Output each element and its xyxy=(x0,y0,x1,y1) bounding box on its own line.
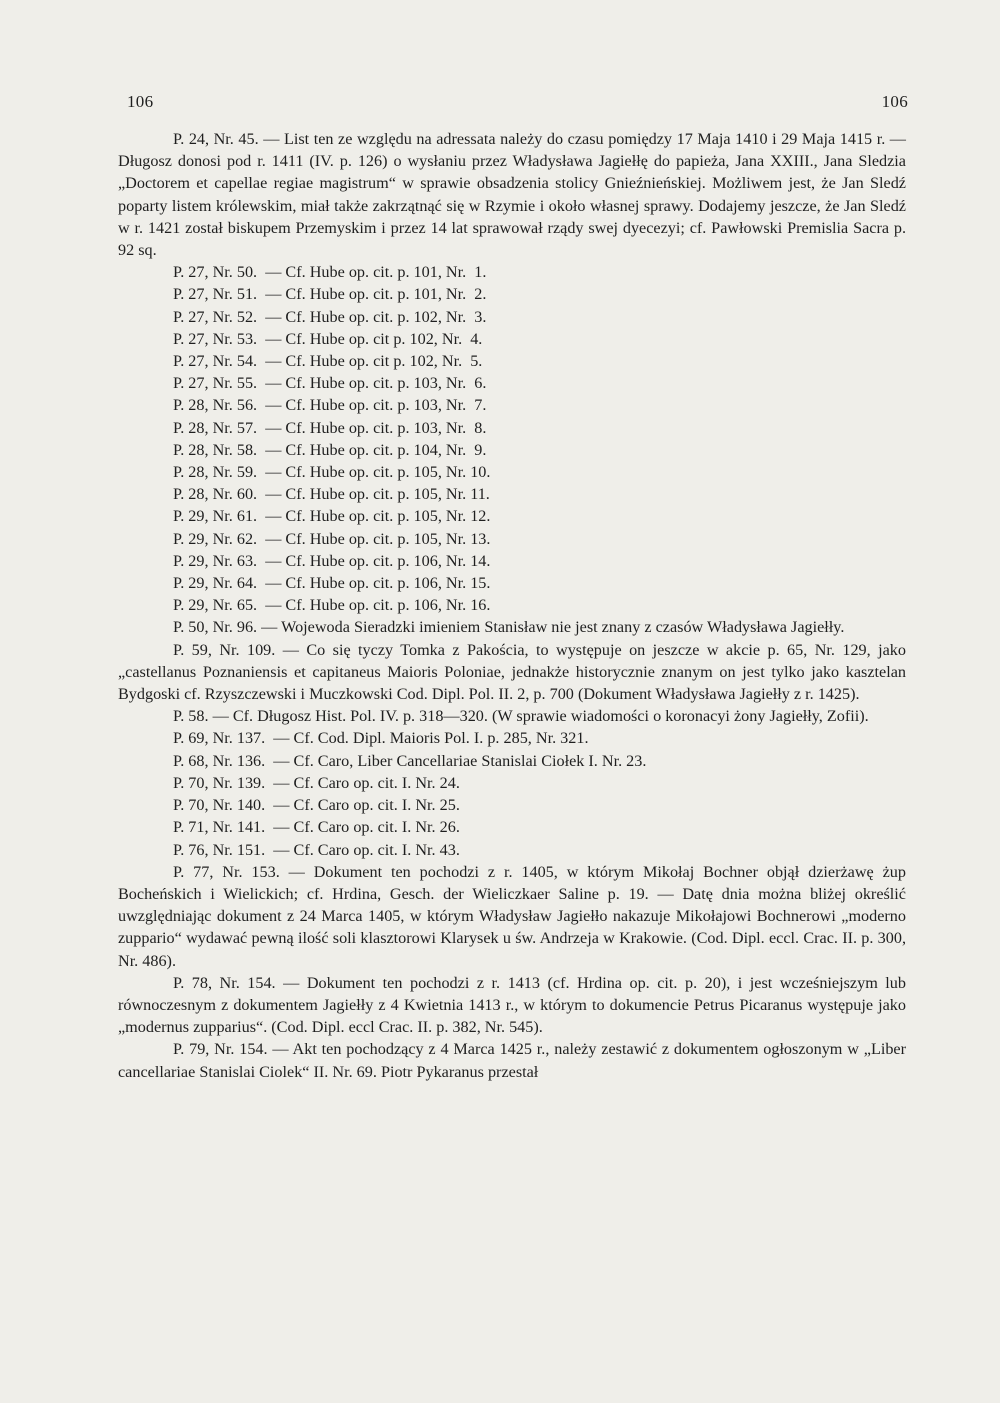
reference-entry: P. 68, Nr. 136. — Cf. Caro, Liber Cancellariae Stanislai Ciołek I. Nr. 23. xyxy=(173,751,647,770)
reference-entry: P. 70, Nr. 139. — Cf. Caro op. cit. I. Nr. 24. xyxy=(173,773,460,792)
paragraph: P. 79, Nr. 154. — Akt ten pochodzący z 4 Marca 1425 r., należy zestawić z dokumentem ogłoszonym w „Liber cancellariae Stanislai Ciolek“ II. Nr. 69. Piotr Pykaranus przestał xyxy=(118,1040,906,1081)
reference-entry: P. 71, Nr. 141. — Cf. Caro op. cit. I. Nr. 26. xyxy=(173,818,460,837)
paragraph: P. 24, Nr. 45. — List ten ze względu na adressata należy do czasu pomiędzy 17 Maja 1410 i 29 Maja 1415 r. — Długosz donosi pod r. 1411 (IV. p. 126) o wysłaniu przez Władysława Jagiełłę do papieża, Jana XXIII., Jana Sledzia „Doctorem et capellae regiae magistrum“ w sprawie obsadzenia stolicy Gnieźnieńskiej. Możliwem jest, że Jan Sledź poparty listem królewskim, miał także zakrzątnąć się w Rzymie i około własnej sprawy. Dodajemy jeszcze, że Jan Sledź w r. 1421 został biskupem Przemyskim i przez 14 lat sprawował rządy swej dyecezyi; cf. Pawłowski Premislia Sacra p. 92 sq. xyxy=(118,130,906,260)
reference-entry: P. 29, Nr. 61. — Cf. Hube op. cit. p. 105, Nr. 12. xyxy=(173,507,491,526)
reference-entry: P. 76, Nr. 151. — Cf. Caro op. cit. I. Nr. 43. xyxy=(173,840,460,859)
reference-entry: P. 28, Nr. 58. — Cf. Hube op. cit. p. 104, Nr. 9. xyxy=(173,440,487,459)
reference-entry: P. 27, Nr. 50. — Cf. Hube op. cit. p. 101, Nr. 1. xyxy=(173,263,487,282)
paragraph: P. 50, Nr. 96. — Wojewoda Sieradzki imieniem Stanisław nie jest znany z czasów Władysława Jagiełły. xyxy=(173,618,845,637)
reference-entry: P. 27, Nr. 51. — Cf. Hube op. cit. p. 101, Nr. 2. xyxy=(173,285,487,304)
reference-entry: P. 29, Nr. 64. — Cf. Hube op. cit. p. 106, Nr. 15. xyxy=(173,574,491,593)
reference-entry: P. 28, Nr. 57. — Cf. Hube op. cit. p. 103, Nr. 8. xyxy=(173,418,487,437)
paragraph: P. 78, Nr. 154. — Dokument ten pochodzi z r. 1413 (cf. Hrdina op. cit. p. 20), i jest wcześniejszym lub równoczesnym z dokumentem Jagiełły z 4 Kwietnia 1413 r., w którym to dokumencie Petrus Picaranus występuje jako „modernus zupparius“. (Cod. Dipl. eccl Crac. II. p. 382, Nr. 545). xyxy=(118,973,906,1037)
reference-entry: P. 29, Nr. 62. — Cf. Hube op. cit. p. 105, Nr. 13. xyxy=(173,529,491,548)
page-number-right: 106 xyxy=(881,92,908,111)
paragraph: P. 59, Nr. 109. — Co się tyczy Tomka z Pakościa, to występuje on jeszcze w akcie p. 65, Nr. 129, jako „castellanus Poznaniensis et capitaneus Maioris Poloniae, jednakże historycznie znanym on jest tylko jako kasztelan Bydgoski cf. Rzyszczewski i Muczkowski Cod. Dipl. Pol. II. 2, p. 700 (Dokument Władysława Jagiełły z r. 1425). xyxy=(118,640,906,704)
reference-entry: P. 29, Nr. 63. — Cf. Hube op. cit. p. 106, Nr. 14. xyxy=(173,551,491,570)
reference-entry: P. 27, Nr. 52. — Cf. Hube op. cit. p. 102, Nr. 3. xyxy=(173,307,487,326)
reference-entry: P. 27, Nr. 55. — Cf. Hube op. cit. p. 103, Nr. 6. xyxy=(173,374,487,393)
reference-entry: P. 28, Nr. 59. — Cf. Hube op. cit. p. 105, Nr. 10. xyxy=(173,463,491,482)
page-number-left: 106 xyxy=(127,92,154,111)
reference-entry: P. 29, Nr. 65. — Cf. Hube op. cit. p. 106, Nr. 16. xyxy=(173,596,491,615)
reference-entry: P. 27, Nr. 53. — Cf. Hube op. cit p. 102, Nr. 4. xyxy=(173,329,483,348)
reference-entry: P. 27, Nr. 54. — Cf. Hube op. cit p. 102, Nr. 5. xyxy=(173,352,483,371)
reference-entry: P. 69, Nr. 137. — Cf. Cod. Dipl. Maioris Pol. I. p. 285, Nr. 321. xyxy=(173,729,589,748)
paragraph: P. 58. — Cf. Długosz Hist. Pol. IV. p. 318—320. (W sprawie wiadomości o koronacyi żony Jagiełły, Zofii). xyxy=(173,707,869,726)
reference-entry: P. 28, Nr. 60. — Cf. Hube op. cit. p. 105, Nr. 11. xyxy=(173,485,490,504)
paragraph: P. 77, Nr. 153. — Dokument ten pochodzi z r. 1405, w którym Mikołaj Bochner objął dzierżawę żup Bocheńskich i Wielickich; cf. Hrdina, Gesch. der Wieliczkaer Saline p. 19. — Datę dnia można bliżej określić uwzględniając dokument z 24 Marca 1405, w którym Władysław Jagiełło nakazuje Mikołajowi Bochnerowi „moderno zuppario“ wydawać pewną ilość soli klasztorowi Klarysek u św. Andrzeja w Krakowie. (Cod. Dipl. eccl. Crac. II. p. 300, Nr. 486). xyxy=(118,862,906,970)
reference-entry: P. 28, Nr. 56. — Cf. Hube op. cit. p. 103, Nr. 7. xyxy=(173,396,487,415)
page-body xyxy=(118,128,906,1083)
reference-entry: P. 70, Nr. 140. — Cf. Caro op. cit. I. Nr. 25. xyxy=(173,796,460,815)
